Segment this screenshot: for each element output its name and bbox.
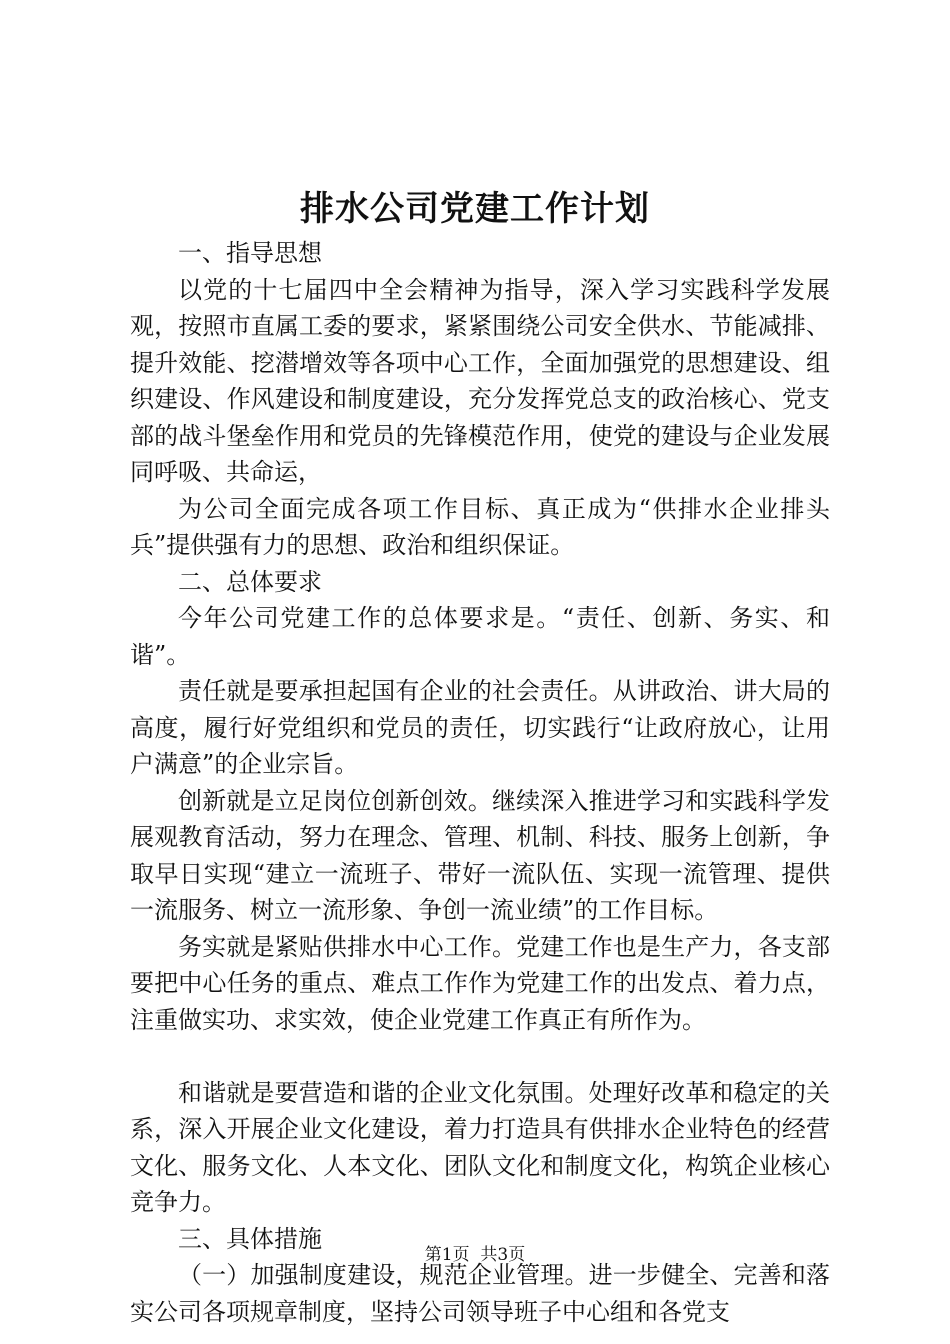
paragraph: 创新就是立足岗位创新创效。继续深入推进学习和实践科学发展观教育活动，努力在理念、管理、机制、科技、服务上创新，争取早日实现“建立一流班子、带好一流队伍、实现一流管理、提供一流服务、树立一流形象、争创一流业绩”的工作目标。	[130, 786, 830, 924]
page-footer	[0, 1243, 950, 1267]
document-body	[130, 235, 830, 1330]
paragraph: 为公司全面完成各项工作目标、真正成为“供排水企业排头兵”提供强有力的思想、政治和组织保证。	[130, 494, 830, 559]
paragraph: 和谐就是要营造和谐的企业文化氛围。处理好改革和稳定的关系，深入开展企业文化建设，着力打造具有供排水企业特色的经营文化、服务文化、人本文化、团队文化和制度文化，构筑企业核心竞争力。	[130, 1078, 830, 1216]
document-title: 排水公司党建工作计划	[300, 189, 650, 229]
section-heading: 三、具体措施	[178, 1224, 322, 1253]
paragraph: 务实就是紧贴供排水中心工作。党建工作也是生产力，各支部要把中心任务的重点、难点工作作为党建工作的出发点、着力点，注重做实功、求实效，使企业党建工作真正有所作为。	[130, 932, 830, 1034]
blank-line	[130, 1038, 830, 1075]
paragraph: （一）加强制度建设，规范企业管理。进一步健全、完善和落实公司各项规章制度，坚持公司领导班子中心组和各党支	[130, 1261, 830, 1326]
section-heading: 二、总体要求	[178, 567, 322, 596]
paragraph: 今年公司党建工作的总体要求是。“责任、创新、务实、和谐”。	[130, 604, 830, 669]
section-heading: 一、指导思想	[178, 239, 322, 267]
page-number: 第1页 共3页	[424, 1245, 526, 1265]
paragraph: 以党的十七届四中全会精神为指导，深入学习实践科学发展观，按照市直属工委的要求，紧紧围绕公司安全供水、节能减排、提升效能、挖潜增效等各项中心工作，全面加强党的思想建设、组织建设、作风建设和制度建设，充分发挥党总支的政治核心、党支部的战斗堡垒作用和党员的先锋模范作用，使党的建设与企业发展同呼吸、共命运，	[130, 275, 830, 486]
paragraph: 责任就是要承担起国有企业的社会责任。从讲政治、讲大局的高度，履行好党组织和党员的责任，切实践行“让政府放心，让用户满意”的企业宗旨。	[130, 677, 830, 778]
